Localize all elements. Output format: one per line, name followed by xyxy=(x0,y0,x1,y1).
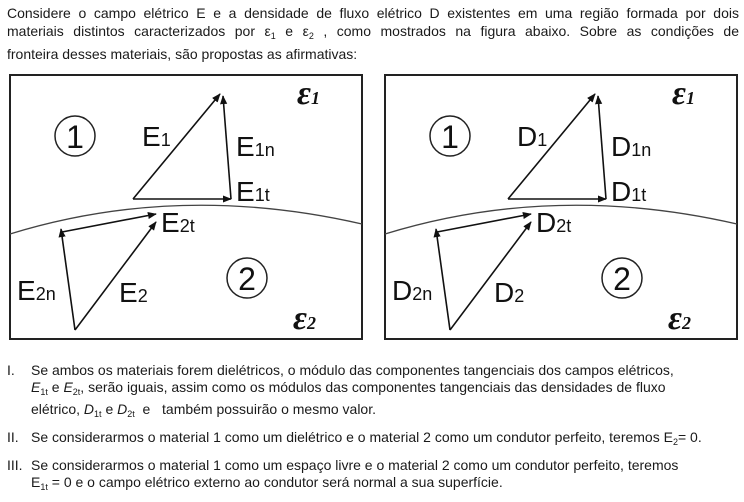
epsilon-symbol: ε xyxy=(672,75,686,112)
vector-subscript: 1 xyxy=(537,130,548,150)
intro-text: e ε xyxy=(275,23,309,39)
statement-line: Se ambos os materiais forem dielétricos, o módulo das componentes tangenciais dos campos elétricos, xyxy=(31,362,674,378)
figure-flux-density-svg xyxy=(384,74,738,340)
intro-text: , como mostrados na figura abaixo. Sobre as condições de xyxy=(313,23,739,39)
statement-number: I. xyxy=(7,362,15,378)
epsilon-symbol: ε xyxy=(293,300,307,337)
symbol: D xyxy=(83,401,95,417)
statement-text: Se considerarmos o material 1 como um dielétrico e o material 2 como um condutor perfeito, teremos E xyxy=(31,429,673,445)
statement-text: e xyxy=(101,401,118,417)
subscript: 2 xyxy=(672,437,678,447)
vector-letter: E xyxy=(142,121,161,152)
vector-subscript: 2 xyxy=(137,286,148,306)
vector-letter: D xyxy=(494,277,515,308)
vector-letter: D xyxy=(392,275,413,306)
vector-subscript: 1n xyxy=(631,140,652,160)
statement-iii xyxy=(7,457,742,496)
figure-frame xyxy=(10,75,362,339)
intro-paragraph xyxy=(7,4,739,63)
vector-letter: D xyxy=(517,121,538,152)
statements-list xyxy=(7,362,742,502)
intro-line-3: fronteira desses materiais, são propostas as afirmativas: xyxy=(7,46,358,62)
epsilon-symbol: ε xyxy=(668,300,682,337)
symbol: D xyxy=(117,401,128,417)
region-2-label: 2 xyxy=(613,261,631,297)
statement-text: = 0 e o campo elétrico externo ao condutor será normal a sua superfície. xyxy=(47,474,503,490)
statement-text: elétrico, xyxy=(31,401,84,417)
statement-number: II. xyxy=(7,429,19,445)
figure-electric-field xyxy=(9,74,363,340)
statement-text: , serão iguais, assim como os módulos das componentes tangenciais das densidades de fluxo xyxy=(80,379,666,395)
symbol: E xyxy=(63,379,73,395)
vector-subscript: 2n xyxy=(412,284,433,304)
vector-subscript: 1 xyxy=(160,130,171,150)
statement-line xyxy=(31,379,742,401)
region-1-label: 1 xyxy=(441,119,459,155)
epsilon-subscript: 2 xyxy=(681,313,691,333)
subscript: 1t xyxy=(40,387,48,397)
subscript: 1 xyxy=(270,31,276,41)
epsilon-subscript: 1 xyxy=(310,88,320,108)
vector-letter: E xyxy=(17,275,36,306)
symbol: E xyxy=(31,379,41,395)
vector-letter: E xyxy=(236,176,255,207)
statement-line xyxy=(31,429,742,451)
subscript: 2t xyxy=(127,409,135,419)
subscript: 2 xyxy=(308,31,314,41)
statement-text: e também possuirão o mesmo valor. xyxy=(134,401,376,417)
statement-line: Se considerarmos o material 1 como um espaço livre e o material 2 como um condutor perfeito, teremos xyxy=(31,457,679,473)
subscript: 1t xyxy=(40,482,48,492)
statement-ii xyxy=(7,429,742,451)
subscript: 2t xyxy=(72,387,81,397)
symbol: E xyxy=(31,474,41,490)
vector-letter: D xyxy=(611,131,632,162)
epsilon-subscript: 2 xyxy=(306,313,316,333)
statement-text: e xyxy=(47,379,64,395)
subscript: 1t xyxy=(94,409,102,419)
intro-line-1: Considere o campo elétrico E e a densidade de fluxo elétrico D existentes em uma região formada por dois xyxy=(7,5,739,21)
region-1-label: 1 xyxy=(66,119,84,155)
statement-number: III. xyxy=(7,457,23,473)
vector-letter: E xyxy=(161,207,180,238)
intro-line-2 xyxy=(7,22,739,45)
vector-letter: E xyxy=(236,131,255,162)
figure-electric-field-svg xyxy=(9,74,363,340)
vector-subscript: 2 xyxy=(514,286,525,306)
vector-subscript: 1t xyxy=(254,185,270,205)
statement-i xyxy=(7,362,742,423)
vector-letter: D xyxy=(536,207,557,238)
vector-subscript: 1n xyxy=(254,140,275,160)
vector-subscript: 2t xyxy=(179,216,195,236)
statement-text: = 0. xyxy=(677,429,702,445)
vector-subscript: 1t xyxy=(631,185,647,205)
region-2-label: 2 xyxy=(238,261,256,297)
epsilon-symbol: ε xyxy=(297,75,311,112)
statement-line xyxy=(31,401,742,423)
intro-text: materiais distintos caracterizados por ε xyxy=(7,23,271,39)
vector-letter: D xyxy=(611,176,632,207)
figure-flux-density xyxy=(384,74,738,340)
figure-frame xyxy=(385,75,737,339)
epsilon-subscript: 1 xyxy=(685,88,695,108)
vector-subscript: 2n xyxy=(35,284,56,304)
vector-subscript: 2t xyxy=(556,216,572,236)
vector-letter: E xyxy=(119,277,138,308)
